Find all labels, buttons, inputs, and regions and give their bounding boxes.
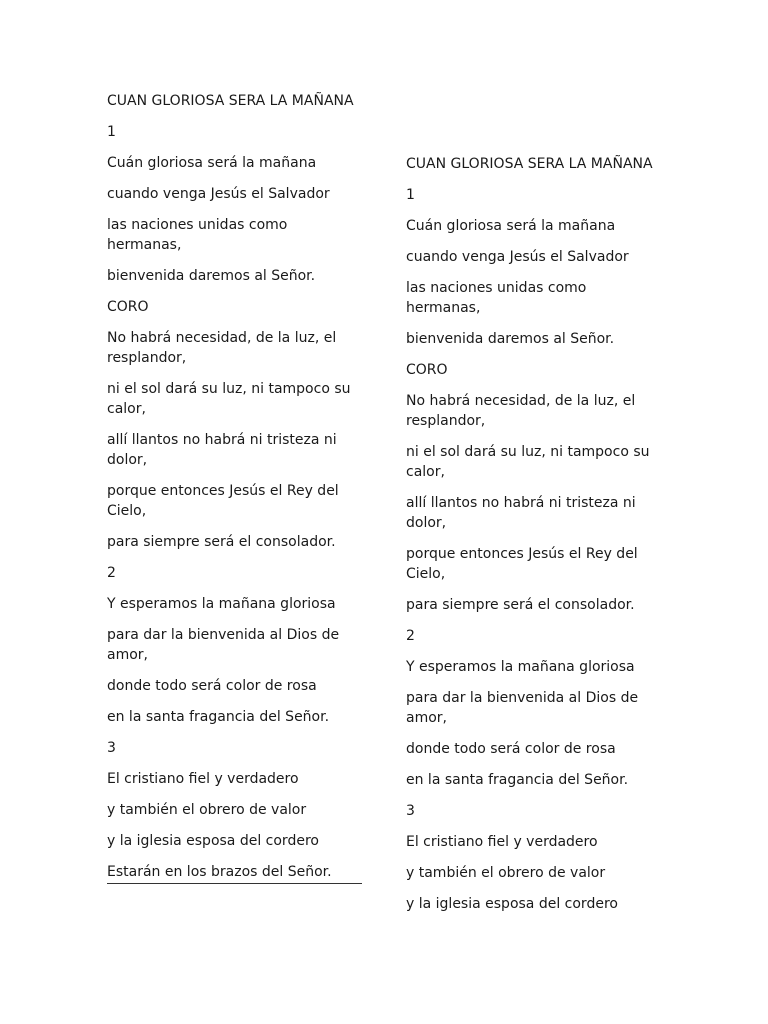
verse-number: 3 xyxy=(406,803,415,819)
verse-number: 2 xyxy=(406,628,415,644)
lyric-line: ni el sol dará su luz, ni tampoco su calor, xyxy=(406,444,650,480)
lyric-line: Y esperamos la mañana gloriosa xyxy=(107,596,336,612)
lyric-line: donde todo será color de rosa xyxy=(107,678,317,694)
lyric-line-final: Estarán en los brazos del Señor. xyxy=(107,862,362,884)
lyric-line: El cristiano fiel y verdadero xyxy=(107,771,299,787)
lyrics-column-right xyxy=(406,154,656,925)
chorus-heading: CORO xyxy=(406,362,448,378)
verse-number: 2 xyxy=(107,565,116,581)
chorus-heading: CORO xyxy=(107,299,149,315)
song-title: CUAN GLORIOSA SERA LA MAÑANA xyxy=(406,156,653,172)
lyrics-column-left xyxy=(107,91,362,895)
lyric-line: El cristiano fiel y verdadero xyxy=(406,834,598,850)
lyric-line: No habrá necesidad, de la luz, el resplandor, xyxy=(406,393,636,429)
lyric-line: bienvenida daremos al Señor. xyxy=(406,331,615,347)
lyric-line: allí llantos no habrá ni tristeza ni dolor, xyxy=(107,432,337,468)
verse-number: 1 xyxy=(406,187,415,203)
lyric-line: y la iglesia esposa del cordero xyxy=(107,833,319,849)
lyric-line: Cuán gloriosa será la mañana xyxy=(406,218,616,234)
lyric-line: allí llantos no habrá ni tristeza ni dolor, xyxy=(406,495,636,531)
lyric-line: en la santa fragancia del Señor. xyxy=(107,709,330,725)
verse-number: 3 xyxy=(107,740,116,756)
lyric-line: para dar la bienvenida al Dios de amor, xyxy=(406,690,639,726)
verse-number: 1 xyxy=(107,124,116,140)
lyric-line: para siempre será el consolador. xyxy=(406,597,635,613)
lyric-line: en la santa fragancia del Señor. xyxy=(406,772,629,788)
lyric-line: bienvenida daremos al Señor. xyxy=(107,268,316,284)
lyric-line: donde todo será color de rosa xyxy=(406,741,616,757)
lyric-line: Cuán gloriosa será la mañana xyxy=(107,155,317,171)
lyric-line: cuando venga Jesús el Salvador xyxy=(406,249,629,265)
song-title: CUAN GLORIOSA SERA LA MAÑANA xyxy=(107,93,354,109)
lyric-line: y la iglesia esposa del cordero xyxy=(406,896,618,912)
lyric-line: cuando venga Jesús el Salvador xyxy=(107,186,330,202)
lyric-line: para siempre será el consolador. xyxy=(107,534,336,550)
lyric-line: porque entonces Jesús el Rey del Cielo, xyxy=(406,546,638,582)
lyric-line: porque entonces Jesús el Rey del Cielo, xyxy=(107,483,339,519)
lyric-line: para dar la bienvenida al Dios de amor, xyxy=(107,627,340,663)
lyric-line: Y esperamos la mañana gloriosa xyxy=(406,659,635,675)
lyric-line: y también el obrero de valor xyxy=(406,865,606,881)
lyric-line: y también el obrero de valor xyxy=(107,802,307,818)
lyric-line: las naciones unidas como hermanas, xyxy=(406,280,587,316)
lyric-line: No habrá necesidad, de la luz, el resplandor, xyxy=(107,330,337,366)
lyric-line: ni el sol dará su luz, ni tampoco su calor, xyxy=(107,381,351,417)
lyric-line: las naciones unidas como hermanas, xyxy=(107,217,288,253)
